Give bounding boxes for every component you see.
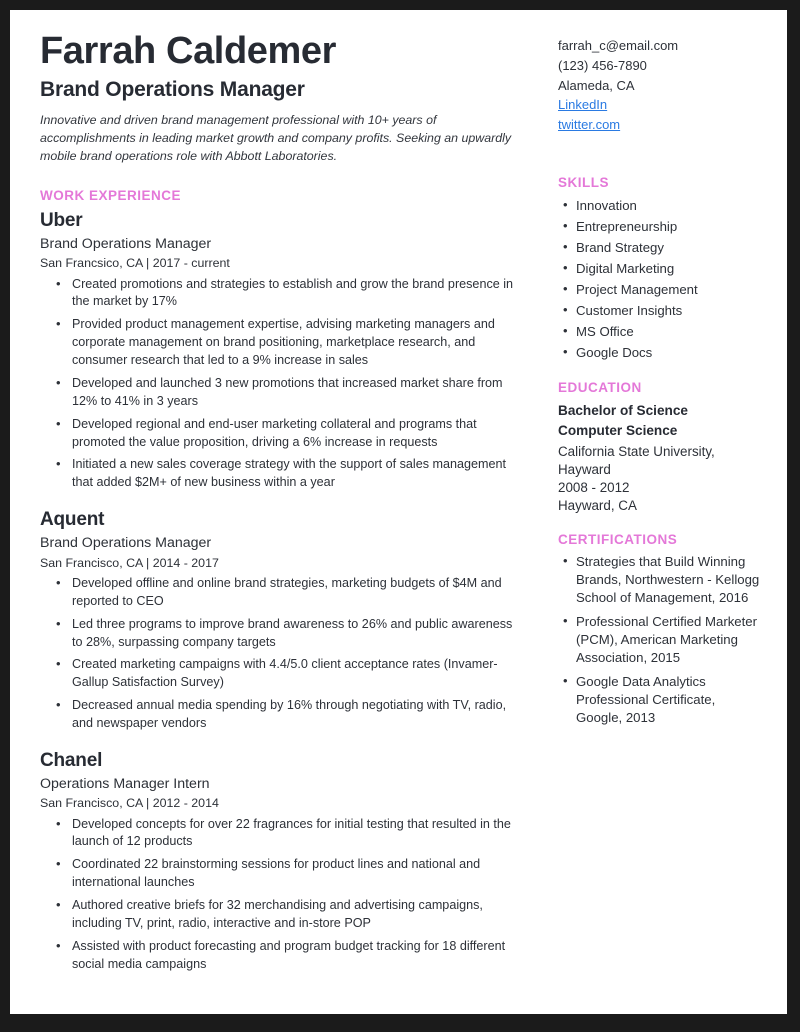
list-item: • Digital Marketing bbox=[576, 259, 765, 279]
contact-block bbox=[558, 32, 765, 135]
education-section bbox=[558, 380, 765, 515]
education-location: Hayward, CA bbox=[558, 498, 637, 514]
list-item: • MS Office bbox=[576, 322, 765, 342]
section-heading-certifications: CERTIFICATIONS bbox=[558, 532, 678, 548]
job-bullet-list bbox=[40, 816, 524, 974]
company-name: Chanel bbox=[40, 749, 103, 771]
education-major: Computer Science bbox=[558, 423, 678, 439]
professional-summary: Innovative and driven brand management professional with 10+ years of accomplishments in leading market growth and company profits. Seeking an upwardly mobile brand operations role with Abbott Laboratories. bbox=[40, 112, 512, 163]
page-title: Farrah Caldemer bbox=[40, 30, 337, 72]
contact-phone: (123) 456-7890 bbox=[558, 57, 647, 73]
job-entry bbox=[40, 509, 524, 733]
job-bullet: • Coordinated 22 brainstorming sessions for product lines and national and international launches bbox=[70, 856, 524, 892]
job-headline: Brand Operations Manager bbox=[40, 77, 305, 101]
list-item: • Innovation bbox=[576, 196, 765, 216]
job-bullet: • Led three programs to improve brand awareness to 26% and public awareness to 28%, surpassing company targets bbox=[70, 616, 524, 652]
job-bullet: • Initiated a new sales coverage strategy with the support of sales management that added $2M+ of new business within a year bbox=[70, 456, 524, 492]
job-bullet: • Authored creative briefs for 32 merchandising and advertising campaigns, including TV, print, radio, interactive and in-store POP bbox=[70, 897, 524, 933]
skills-list bbox=[558, 196, 765, 364]
company-name: Aquent bbox=[40, 509, 105, 531]
job-title: Operations Manager Intern bbox=[40, 775, 210, 792]
linkedin-link[interactable]: LinkedIn bbox=[558, 97, 608, 113]
twitter-link[interactable]: twitter.com bbox=[558, 117, 621, 132]
company-name: Uber bbox=[40, 209, 83, 231]
education-years: 2008 - 2012 bbox=[558, 480, 630, 496]
job-bullet: • Decreased annual media spending by 16% through negotiating with TV, radio, and newspaper vendors bbox=[70, 697, 524, 733]
list-item: • Google Data Analytics Professional Certificate, Google, 2013 bbox=[576, 673, 765, 726]
certifications-section bbox=[558, 532, 765, 726]
job-entry bbox=[40, 210, 524, 492]
list-item: • Customer Insights bbox=[576, 301, 765, 321]
job-bullet: • Assisted with product forecasting and program budget tracking for 18 different social media campaigns bbox=[70, 938, 524, 974]
job-bullet: • Created promotions and strategies to establish and grow the brand presence in the market by 17% bbox=[70, 276, 524, 312]
job-bullet: • Developed and launched 3 new promotions that increased market share from 12% to 41% in 3 years bbox=[70, 375, 524, 411]
list-item: • Brand Strategy bbox=[576, 238, 765, 258]
contact-email: farrah_c@email.com bbox=[558, 38, 679, 53]
list-item: • Strategies that Build Winning Brands, Northwestern - Kellogg School of Management, 2016 bbox=[576, 553, 765, 606]
main-column bbox=[40, 32, 540, 992]
education-degree: Bachelor of Science bbox=[558, 403, 688, 419]
job-bullet-list bbox=[40, 575, 524, 733]
section-heading-skills: SKILLS bbox=[558, 174, 610, 190]
job-bullet: • Created marketing campaigns with 4.4/5.0 client acceptance rates (Invamer-Gallup Satisfaction Survey) bbox=[70, 656, 524, 692]
job-bullet-list bbox=[40, 276, 524, 493]
resume-body bbox=[10, 10, 787, 1014]
job-entry bbox=[40, 750, 524, 974]
certifications-list bbox=[558, 553, 765, 726]
job-title: Brand Operations Manager bbox=[40, 535, 212, 552]
sidebar-column bbox=[540, 32, 765, 744]
job-location-dates: San Francisco, CA | 2012 - 2014 bbox=[40, 796, 219, 811]
job-location-dates: San Francisco, CA | 2014 - 2017 bbox=[40, 555, 219, 570]
section-heading-education: EDUCATION bbox=[558, 380, 642, 396]
job-location-dates: San Francsico, CA | 2017 - current bbox=[40, 256, 230, 271]
section-heading-work-experience: WORK EXPERIENCE bbox=[40, 187, 182, 203]
job-bullet: • Developed regional and end-user marketing collateral and programs that promoted the value proposition, driving a 6% increase in requests bbox=[70, 416, 524, 452]
job-bullet: • Developed offline and online brand strategies, marketing budgets of $4M and reported to CEO bbox=[70, 575, 524, 611]
resume-sheet bbox=[10, 10, 787, 1014]
list-item: • Google Docs bbox=[576, 343, 765, 363]
job-bullet: • Developed concepts for over 22 fragrances for initial testing that resulted in the launch of 12 products bbox=[70, 816, 524, 852]
list-item: • Entrepreneurship bbox=[576, 217, 765, 237]
work-experience-section bbox=[40, 188, 524, 974]
list-item: • Professional Certified Marketer (PCM), American Marketing Association, 2015 bbox=[576, 613, 765, 666]
job-title: Brand Operations Manager bbox=[40, 235, 212, 252]
contact-location: Alameda, CA bbox=[558, 77, 635, 93]
job-bullet: • Provided product management expertise, advising marketing managers and corporate management on brand positioning, marketplace research, and consumer research that led to a 9% increase in sales bbox=[70, 316, 524, 370]
skills-section bbox=[558, 175, 765, 364]
list-item: • Project Management bbox=[576, 280, 765, 300]
education-school: California State University, Hayward bbox=[558, 443, 715, 478]
